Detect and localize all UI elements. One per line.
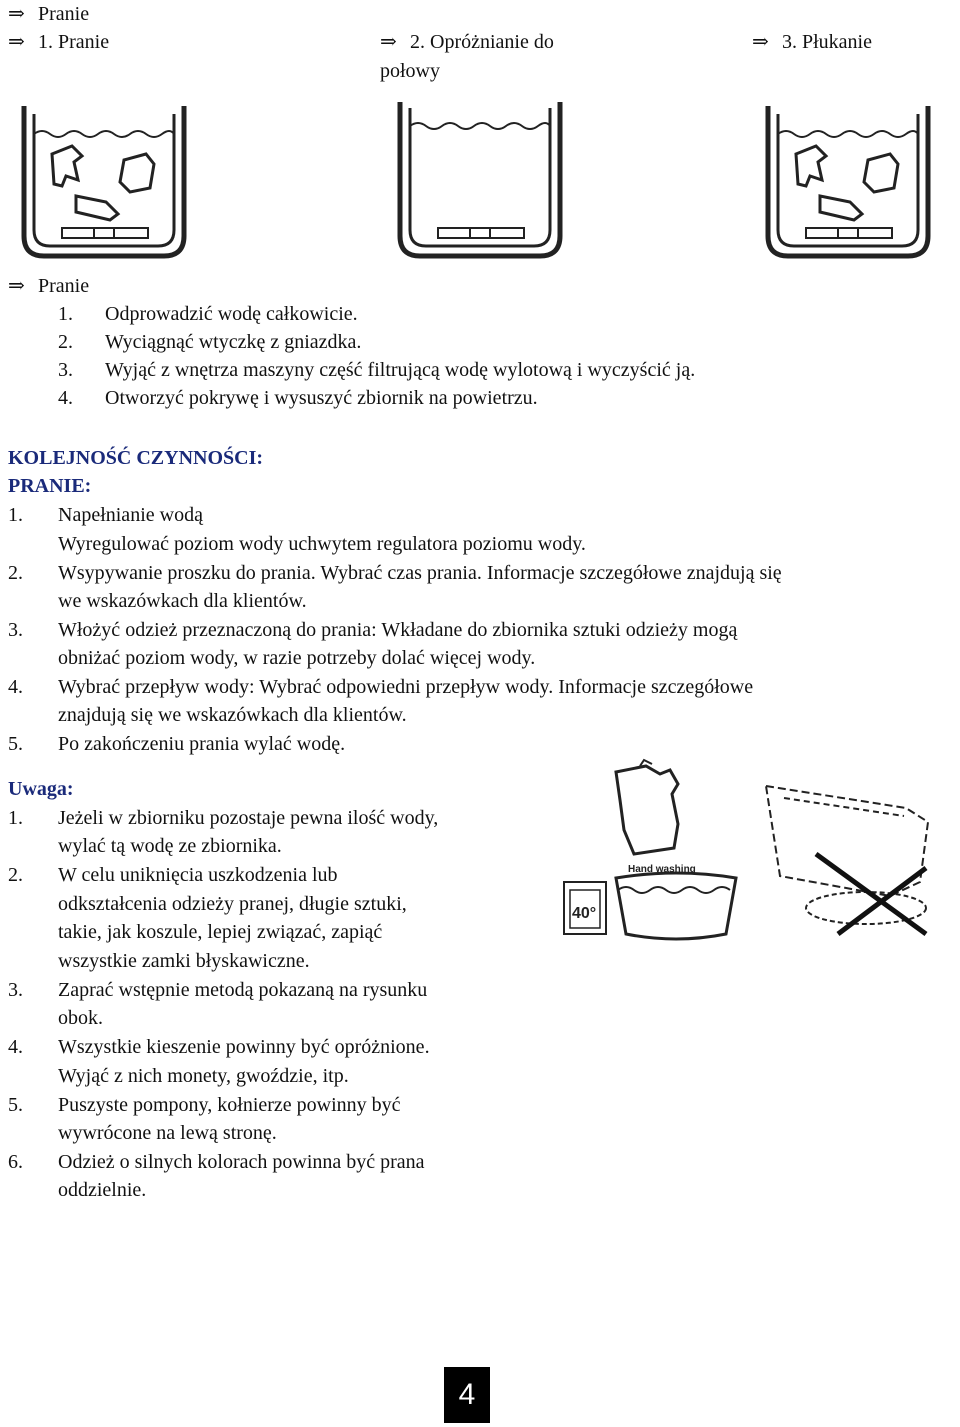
temp-label: 40° xyxy=(572,905,597,922)
tub-full-clothes-illustration xyxy=(14,96,194,262)
notes-title: Uwaga: xyxy=(8,778,74,800)
arrow-right-icon: ⇒ xyxy=(8,3,25,25)
handwash-illustration xyxy=(556,758,946,958)
step-header-2-cont: połowy xyxy=(380,60,440,82)
sequence-title: KOLEJNOŚĆ CZYNNOŚCI: xyxy=(8,447,264,469)
arrow-right-icon: ⇒ xyxy=(8,31,25,53)
step-header-1: ⇒ 1. Pranie xyxy=(8,28,109,56)
top-label: ⇒ Pranie xyxy=(8,0,89,28)
step-header-3: ⇒ 3. Płukanie xyxy=(752,28,872,56)
sequence-subtitle: PRANIE: xyxy=(8,475,92,497)
handwash-label: Hand washing xyxy=(628,864,696,875)
step-header-2: ⇒ 2. Opróżnianie do xyxy=(380,28,554,56)
arrow-right-icon: ⇒ xyxy=(380,31,397,53)
arrow-right-icon: ⇒ xyxy=(752,31,769,53)
tub-half-empty-illustration xyxy=(390,96,570,262)
section-pranie-label: ⇒ Pranie xyxy=(8,272,89,300)
page-number: 4 xyxy=(444,1367,490,1423)
arrow-right-icon: ⇒ xyxy=(8,275,25,297)
tub-rinse-clothes-illustration xyxy=(758,96,938,262)
